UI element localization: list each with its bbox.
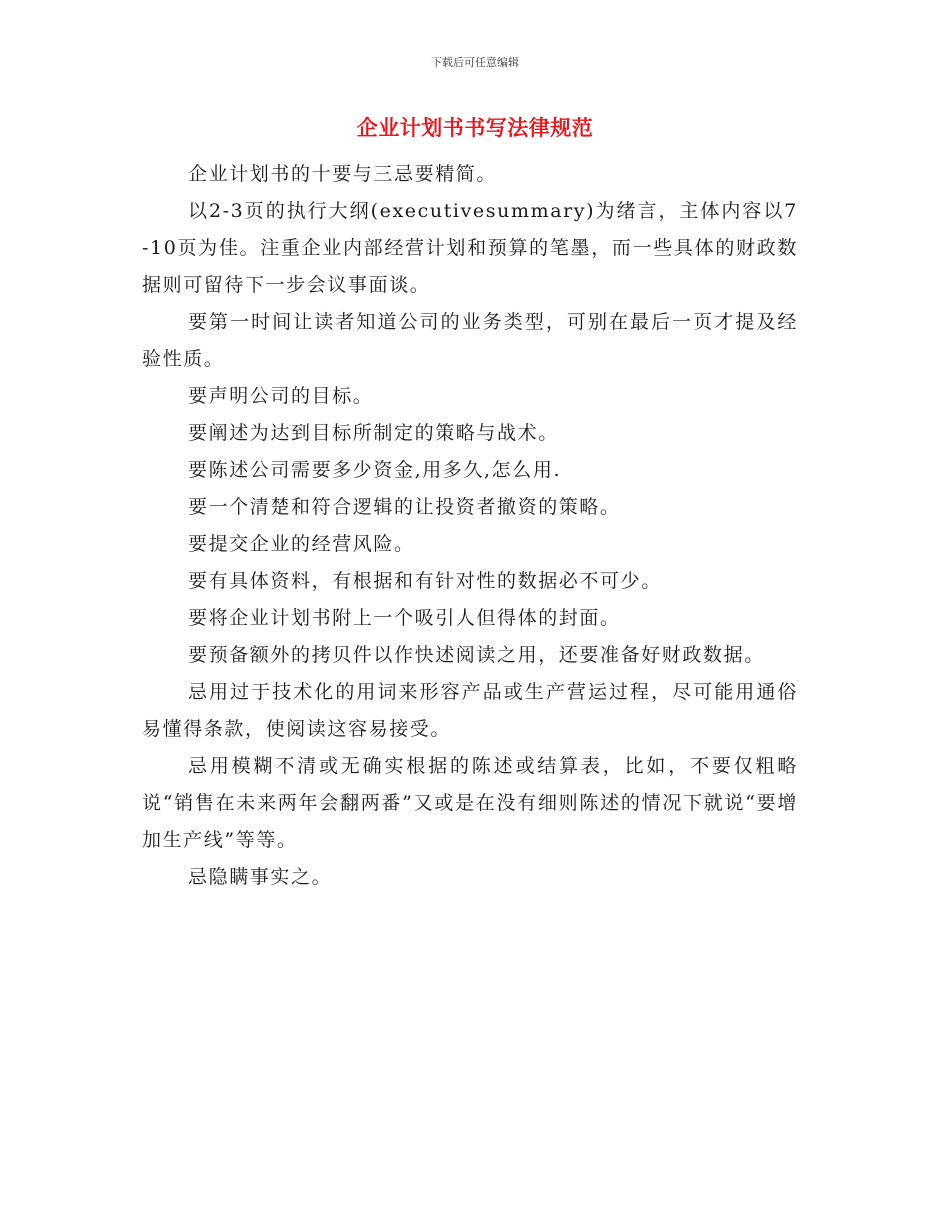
paragraph-9: 要有具体资料，有根据和有针对性的数据必不可少。 xyxy=(188,570,662,592)
paragraph-2: 以2-3页的执行大纲(executivesummary)为绪言，主体内容以7-10页为佳。注重企业内部经营计划和预算的笔墨，而一些具体的财政数据则可留待下一步会议事面谈。 xyxy=(142,200,798,296)
paragraph-10: 要将企业计划书附上一个吸引人但得体的封面。 xyxy=(188,607,621,629)
paragraph-12: 忌用过于技术化的用词来形容产品或生产营运过程，尽可能用通俗易懂得条款，使阅读这容易接受。 xyxy=(142,681,798,740)
document-body xyxy=(142,156,798,896)
paragraph-6: 要陈述公司需要多少资金,用多久,怎么用. xyxy=(188,459,562,481)
paragraph-8: 要提交企业的经营风险。 xyxy=(188,533,415,555)
paragraph-3: 要第一时间让读者知道公司的业务类型，可别在最后一页才提及经验性质。 xyxy=(142,311,798,370)
paragraph-4: 要声明公司的目标。 xyxy=(188,385,374,407)
paragraph-14: 忌隐瞒事实之。 xyxy=(188,866,333,888)
paragraph-1: 企业计划书的十要与三忌要精简。 xyxy=(188,163,498,185)
document-title: 企业计划书书写法律规范 xyxy=(356,115,594,140)
paragraph-7: 要一个清楚和符合逻辑的让投资者撤资的策略。 xyxy=(188,496,621,518)
paragraph-5: 要阐述为达到目标所制定的策略与战术。 xyxy=(188,422,559,444)
paragraph-11: 要预备额外的拷贝件以作快述阅读之用，还要准备好财政数据。 xyxy=(188,644,765,666)
header-note: 下载后可任意编辑 xyxy=(431,56,519,69)
paragraph-13: 忌用模糊不清或无确实根据的陈述或结算表，比如，不要仅粗略说“销售在未来两年会翻两番”又或是在没有细则陈述的情况下就说“要增加生产线”等等。 xyxy=(142,755,798,851)
